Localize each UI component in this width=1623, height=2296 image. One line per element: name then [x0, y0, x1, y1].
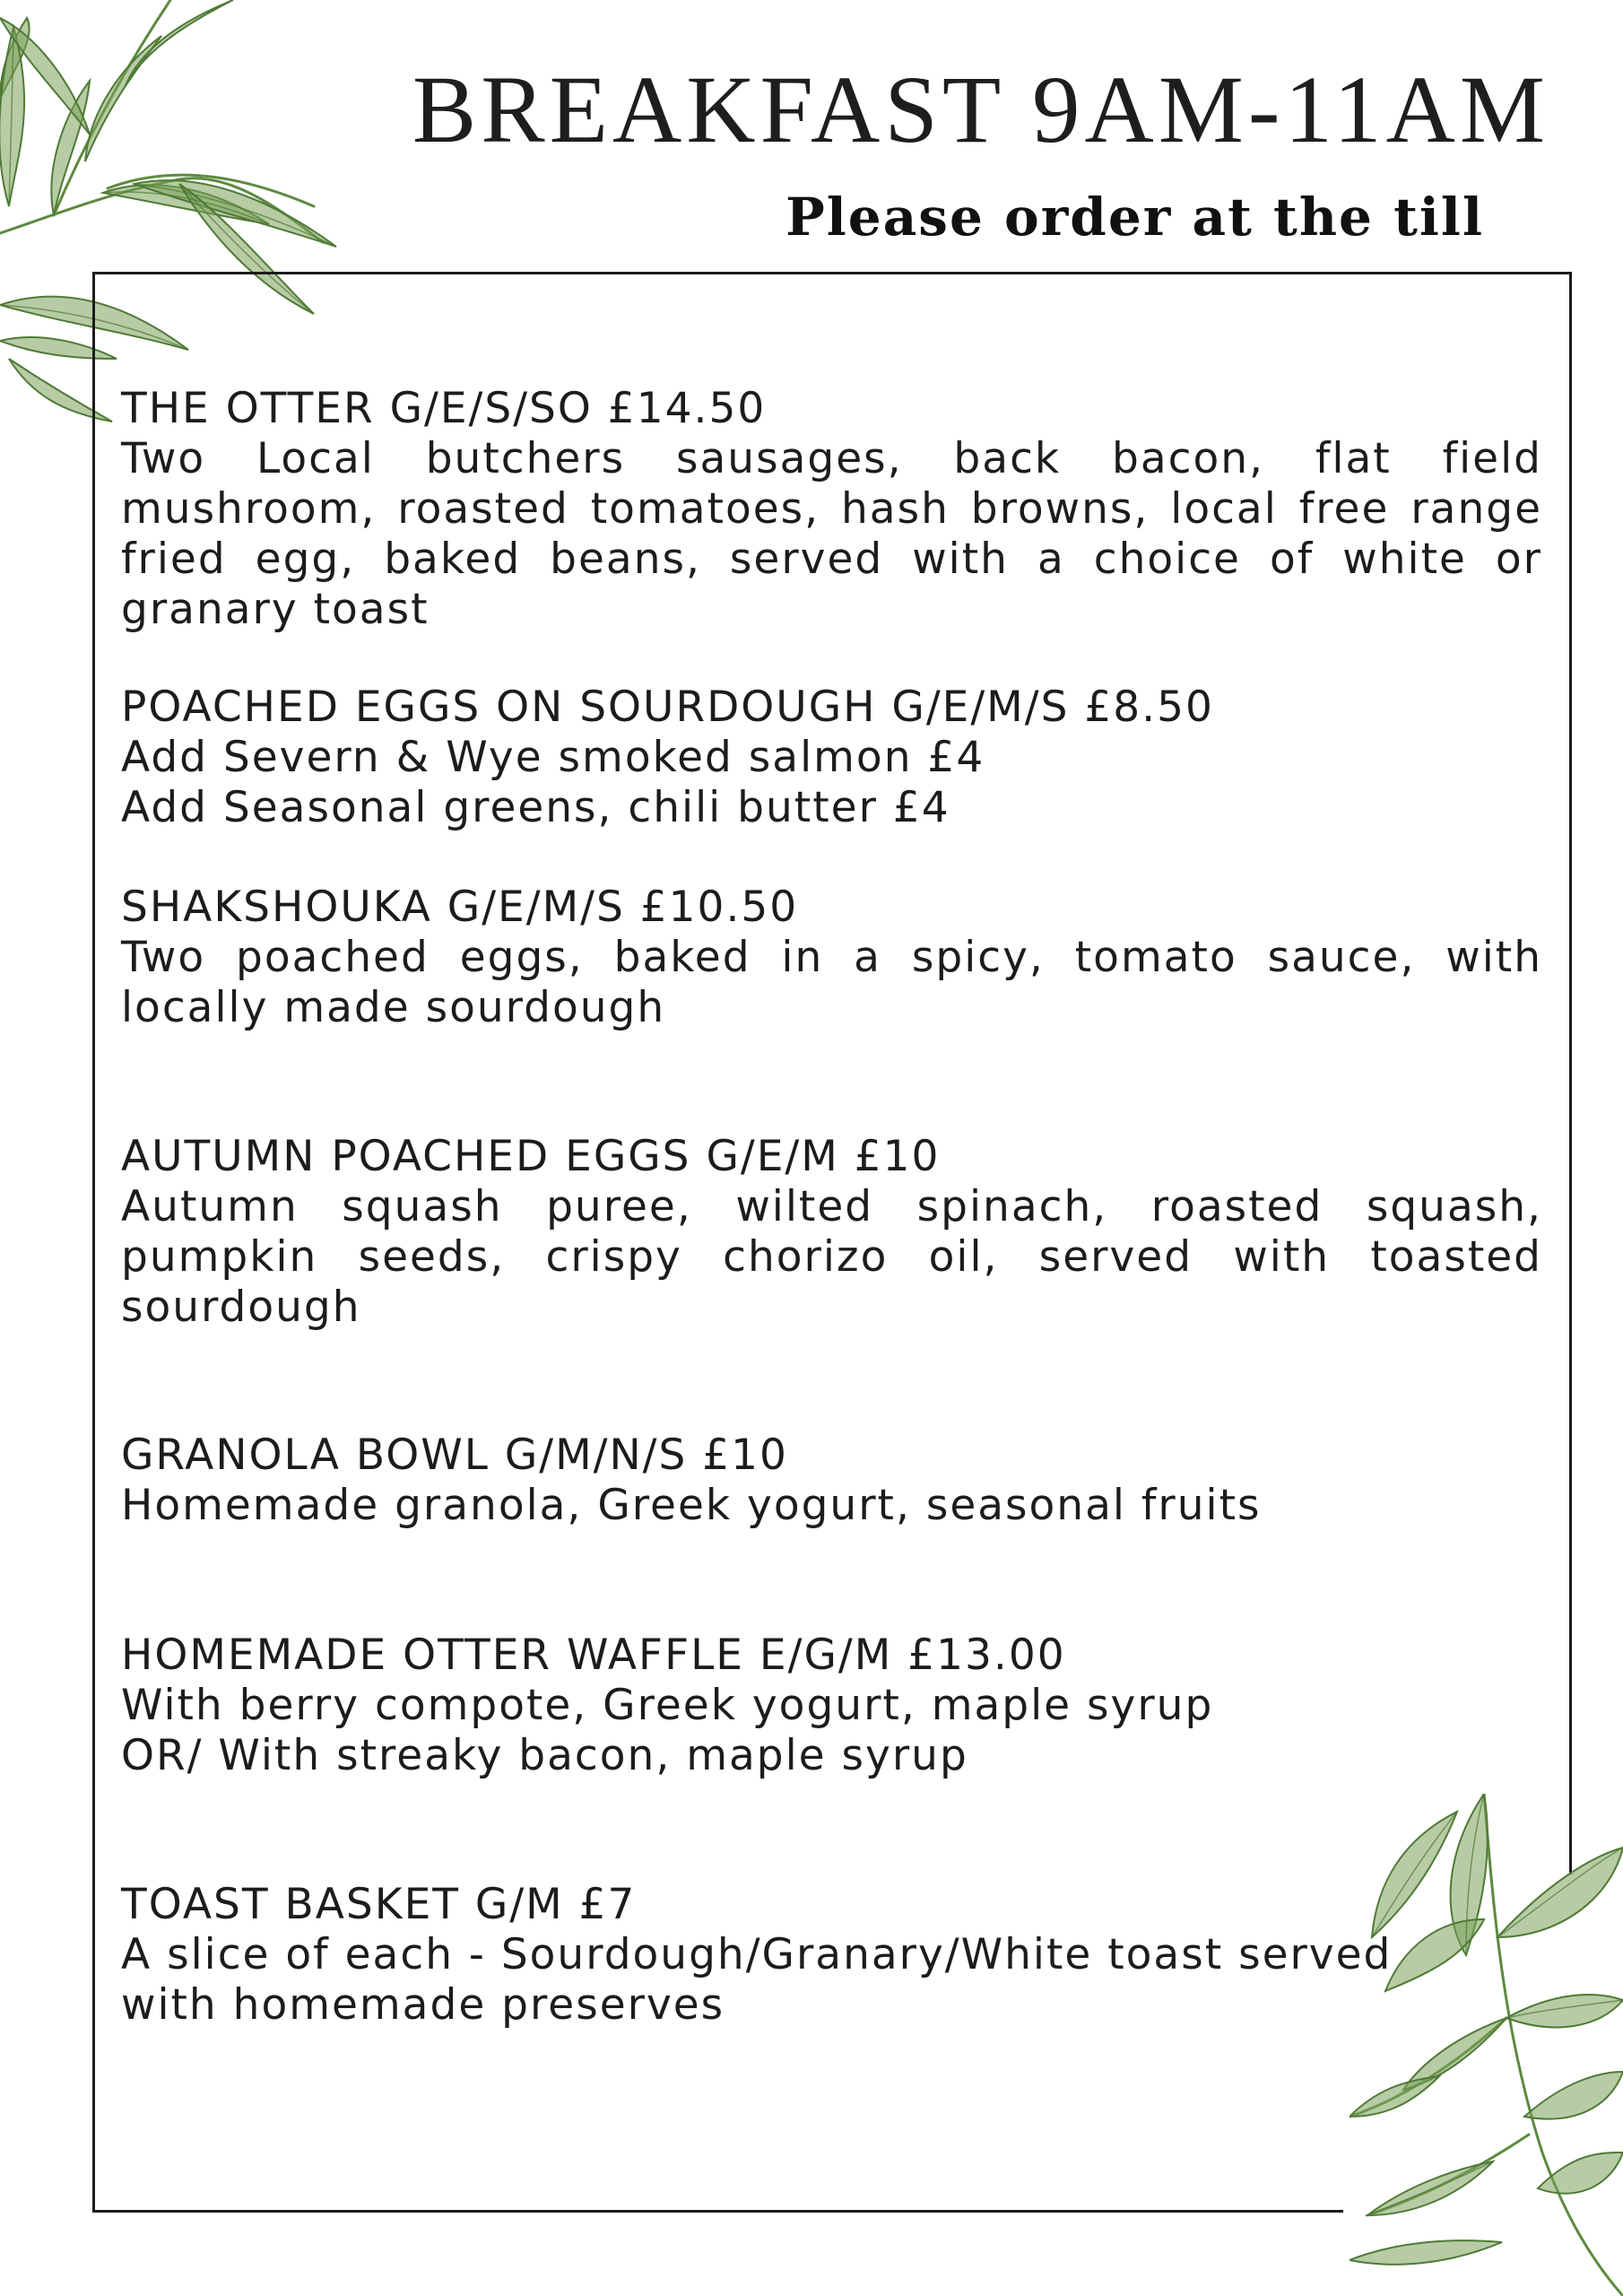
menu-item-option: With berry compote, Greek yogurt, maple syrup	[121, 1681, 1214, 1730]
menu-item-otter-waffle	[121, 1631, 1542, 1781]
menu-item-shakshouka	[121, 883, 1542, 1033]
menu-item-addon: Add Seasonal greens, chili butter £4	[121, 783, 950, 832]
menu-item-description: Two Local butchers sausages, back bacon, flat field mushroom, roasted tomatoes, hash browns, local free range fried egg, baked beans, served with a choice of white or granary toast	[121, 434, 1542, 634]
frame-border-left	[92, 272, 95, 2213]
menu-item-addon: Add Severn & Wye smoked salmon £4	[121, 733, 985, 782]
menu-item-title: SHAKSHOUKA G/E/M/S £10.50	[121, 883, 799, 932]
menu-item-poached-eggs	[121, 683, 1542, 833]
page-title: BREAKFAST 9AM-11AM	[412, 57, 1549, 163]
frame-border-bottom	[92, 2210, 1343, 2213]
menu-item-the-otter	[121, 384, 1542, 635]
menu-item-title: HOMEMADE OTTER WAFFLE E/G/M £13.00	[121, 1631, 1066, 1680]
olive-branch-icon	[1350, 1794, 1623, 2296]
menu-item-title: POACHED EGGS ON SOURDOUGH G/E/M/S £8.50	[121, 683, 1214, 732]
menu-item-granola-bowl	[121, 1431, 1542, 1531]
menu-item-description: A slice of each - Sourdough/Granary/White toast served	[121, 1930, 1393, 1979]
menu-item-title: AUTUMN POACHED EGGS G/E/M £10	[121, 1132, 941, 1181]
menu-item-option: OR/ With streaky bacon, maple syrup	[121, 1731, 968, 1780]
menu-item-description: Autumn squash puree, wilted spinach, roasted squash, pumpkin seeds, crispy chorizo oil, served with toasted sourdough	[121, 1182, 1542, 1332]
menu-item-description: Homemade granola, Greek yogurt, seasonal fruits	[121, 1481, 1262, 1530]
order-instruction: Please order at the till	[785, 187, 1484, 248]
menu-item-title: TOAST BASKET G/M £7	[121, 1880, 637, 1929]
menu-item-description: Two poached eggs, baked in a spicy, tomato sauce, with locally made sourdough	[121, 933, 1542, 1032]
menu-item-description: with homemade preserves	[121, 1980, 725, 2030]
menu-item-toast-basket	[121, 1880, 1542, 2031]
menu-item-title: GRANOLA BOWL G/M/N/S £10	[121, 1431, 788, 1480]
frame-border-right	[1569, 272, 1572, 1874]
menu-item-autumn-poached-eggs	[121, 1132, 1542, 1333]
menu-item-title: THE OTTER G/E/S/SO £14.50	[121, 384, 767, 433]
frame-border-top	[92, 272, 1572, 274]
olive-branch-icon	[0, 0, 350, 430]
